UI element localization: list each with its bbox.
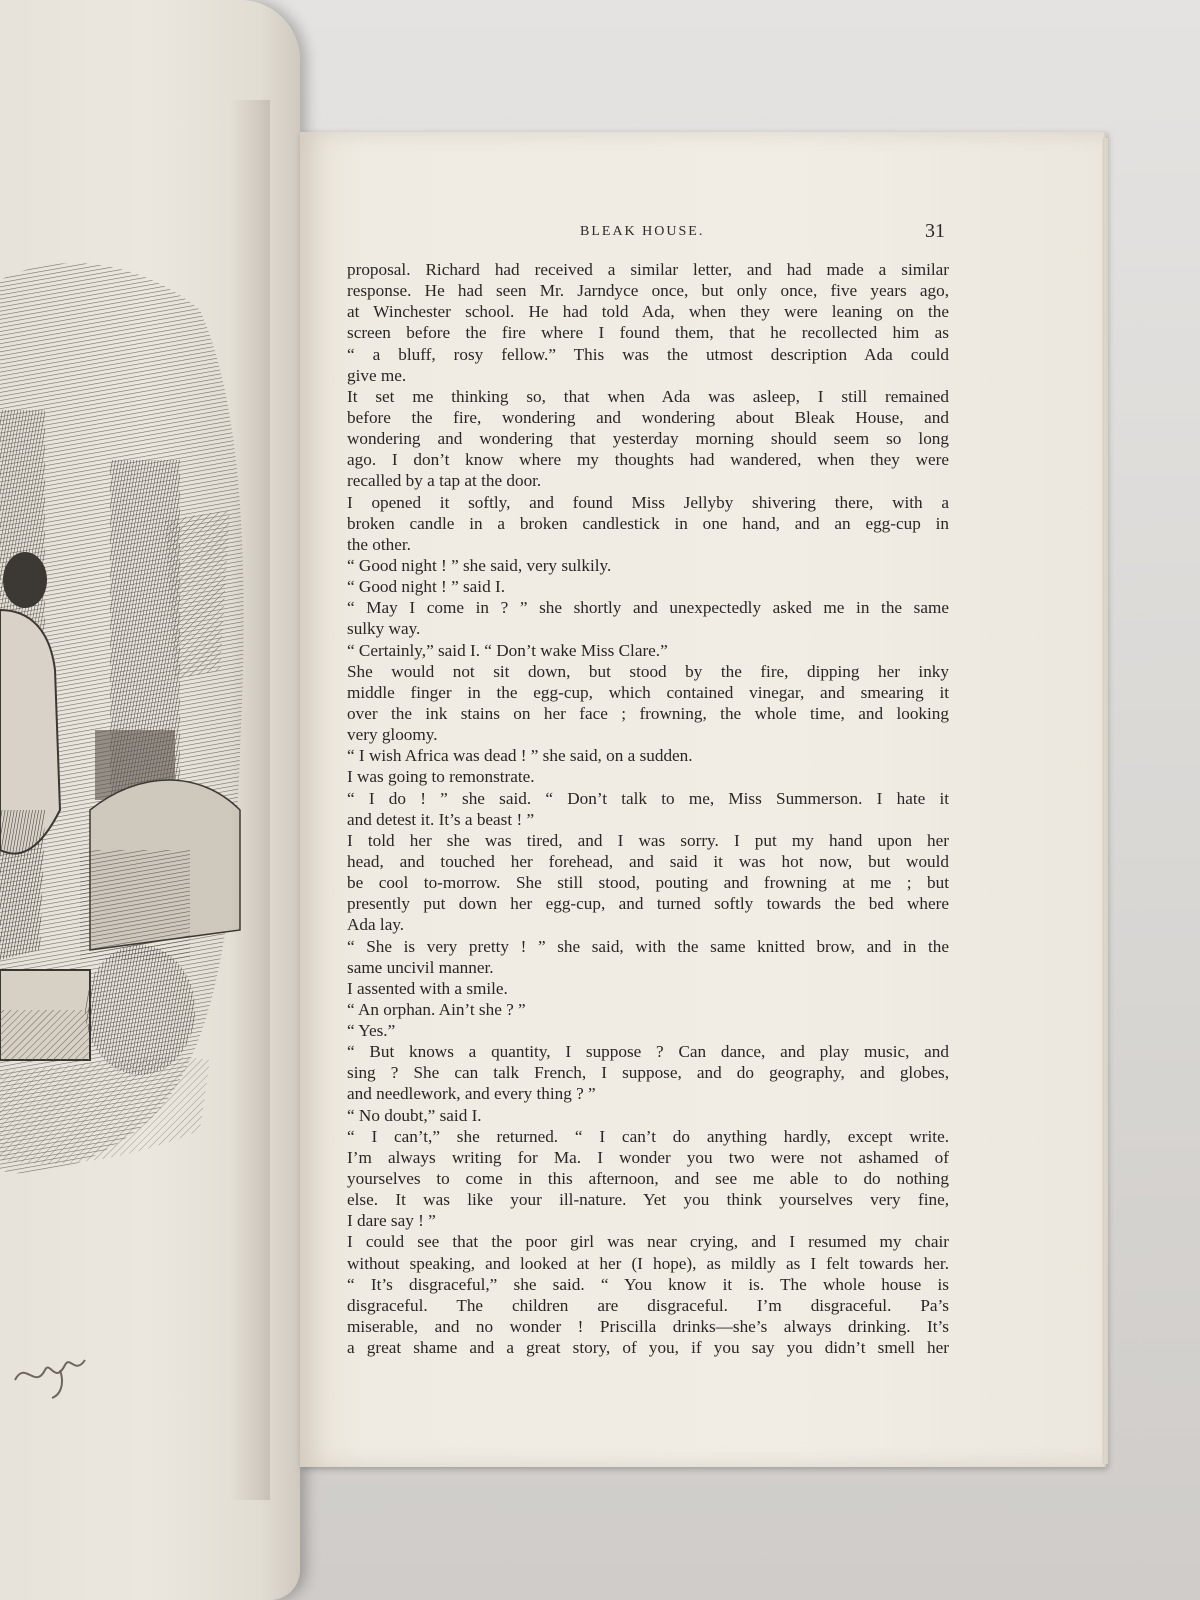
text-line: “ a bluff, rosy fellow.” This was the utmost description Ada could: [347, 344, 949, 364]
text-line: “ Good night ! ” she said, very sulkily.: [347, 555, 612, 575]
text-line: else. It was like your ill-nature. Yet you think yourselves very fine,: [347, 1190, 949, 1210]
text-line: I could see that the poor girl was near crying, and I resumed my chair: [347, 1232, 949, 1252]
text-line: She would not sit down, but stood by the fire, dipping her inky: [347, 661, 949, 681]
illustration-page: [0, 0, 300, 1600]
text-line: “ May I come in ? ” she shortly and unexpectedly asked me in the same: [347, 598, 949, 618]
text-line: be cool to-morrow. She still stood, pouting and frowning at me ; but: [347, 873, 949, 893]
text-line: I’m always writing for Ma. I wonder you two were not ashamed of: [347, 1147, 949, 1167]
text-line: “ Good night ! ” said I.: [347, 577, 505, 597]
text-line: “ But knows a quantity, I suppose ? Can dance, and play music, and: [347, 1042, 949, 1062]
text-line: “ It’s disgraceful,” she said. “ You know it is. The whole house is: [347, 1274, 949, 1294]
text-line: “ An orphan. Ain’t she ? ”: [347, 999, 526, 1019]
text-line: I told her she was tired, and I was sorry. I put my hand upon her: [347, 830, 949, 850]
text-line: middle finger in the egg-cup, which contained vinegar, and smearing it: [347, 682, 949, 702]
text-line: “ No doubt,” said I.: [347, 1105, 482, 1125]
text-line: recalled by a tap at the door.: [347, 471, 542, 491]
text-line: the other.: [347, 534, 411, 554]
text-line: I was going to remonstrate.: [347, 767, 535, 787]
text-line: before the fire, wondering and wondering about Bleak House, and: [347, 407, 949, 427]
text-line: I assented with a smile.: [347, 978, 508, 998]
page-number: 31: [925, 220, 945, 242]
text-line: at Winchester school. He had told Ada, when they were leaning on the: [347, 302, 949, 322]
text-line: head, and touched her forehead, and said it was hot now, but would: [347, 851, 949, 871]
text-line: It set me thinking so, that when Ada was asleep, I still remained: [347, 386, 949, 406]
text-line: screen before the fire where I found them, that he recollected him as: [347, 323, 949, 343]
text-line: and needlework, and every thing ? ”: [347, 1084, 596, 1104]
text-line: yourselves to come in this afternoon, and see me able to do nothing: [347, 1169, 949, 1189]
page-stack-edge: [1102, 138, 1108, 1464]
text-line: response. He had seen Mr. Jarndyce once, but only once, five years ago,: [347, 281, 949, 301]
text-line: without speaking, and looked at her (I hope), as mildly as I felt towards her.: [347, 1253, 949, 1273]
engraved-plate-illustration-icon: [0, 250, 250, 1190]
text-line: “ Certainly,” said I. “ Don’t wake Miss Clare.”: [347, 640, 668, 660]
text-line: and detest it. It’s a beast ! ”: [347, 809, 535, 829]
text-line: presently put down her egg-cup, and turned softly towards the bed where: [347, 894, 949, 914]
text-line: miserable, and no wonder ! Priscilla drinks—she’s always drinking. It’s: [347, 1317, 949, 1337]
text-line: over the ink stains on her face ; frowning, the whole time, and looking: [347, 703, 949, 723]
text-line: sulky way.: [347, 619, 421, 639]
text-line: I dare say ! ”: [347, 1211, 436, 1231]
text-line: Ada lay.: [347, 915, 405, 935]
text-line: “ She is very pretty ! ” she said, with the same knitted brow, and in the: [347, 936, 949, 956]
text-line: give me.: [347, 365, 407, 385]
engraver-signature-icon: [10, 1340, 90, 1400]
text-line: sing ? She can talk French, I suppose, and do geography, and globes,: [347, 1063, 949, 1083]
text-line: a great shame and a great story, of you, if you say you didn’t smell her: [347, 1338, 949, 1358]
text-line: ago. I don’t know where my thoughts had wandered, when they were: [347, 450, 949, 470]
text-line: “ I wish Africa was dead ! ” she said, on a sudden.: [347, 746, 693, 766]
text-line: I opened it softly, and found Miss Jellyby shivering there, with a: [347, 492, 949, 512]
text-line: “ Yes.”: [347, 1021, 396, 1041]
text-line: “ I can’t,” she returned. “ I can’t do anything hardly, except write.: [347, 1126, 949, 1146]
text-line: proposal. Richard had received a similar letter, and had made a similar: [347, 260, 949, 279]
running-head: BLEAK HOUSE.: [580, 224, 705, 239]
text-line: broken candle in a broken candlestick in one hand, and an egg-cup in: [347, 513, 949, 533]
text-line: disgraceful. The children are disgraceful. I’m disgraceful. Pa’s: [347, 1295, 949, 1315]
text-line: same uncivil manner.: [347, 957, 494, 977]
text-line: very gloomy.: [347, 725, 438, 745]
body-text: [347, 259, 949, 1358]
text-line: “ I do ! ” she said. “ Don’t talk to me, Miss Summerson. I hate it: [347, 788, 949, 808]
text-line: wondering and wondering that yesterday morning should seem so long: [347, 429, 949, 449]
